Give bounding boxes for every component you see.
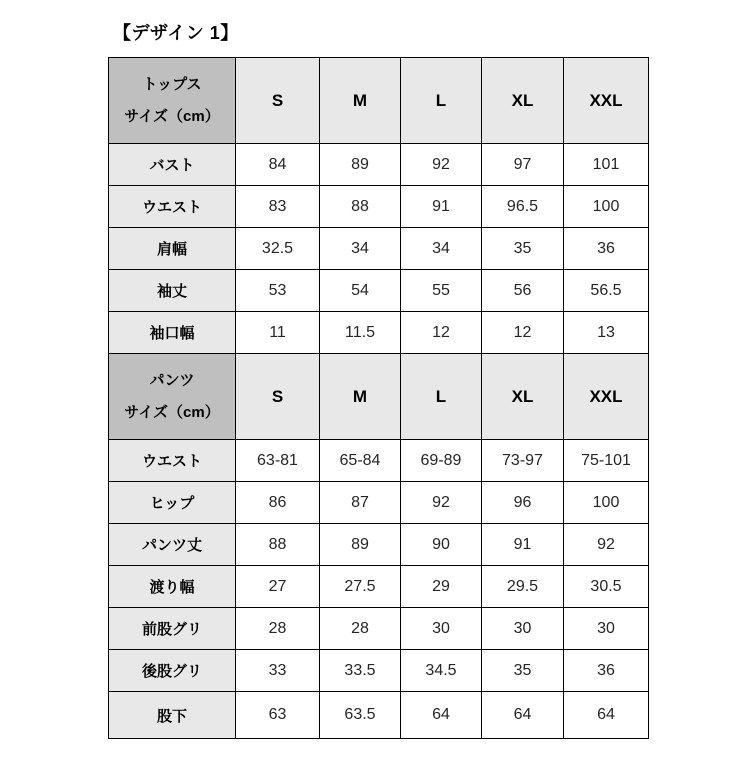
size-value-cell: 89 (320, 144, 401, 186)
row-label: バスト (109, 144, 236, 186)
size-value-cell: 36 (564, 650, 649, 692)
size-value-cell: 34.5 (401, 650, 482, 692)
size-value-cell: 55 (401, 270, 482, 312)
size-chart-table (108, 57, 649, 739)
row-label: ヒップ (109, 482, 236, 524)
size-value-cell: 12 (482, 312, 564, 354)
size-value-cell: 30 (482, 608, 564, 650)
size-value-cell: 63 (236, 692, 320, 739)
size-value-cell: 11.5 (320, 312, 401, 354)
size-header-cell: XL (482, 354, 564, 440)
size-value-cell: 28 (320, 608, 401, 650)
size-value-cell: 29 (401, 566, 482, 608)
size-header-cell: S (236, 58, 320, 144)
size-header-cell: M (320, 58, 401, 144)
size-header-cell: XXL (564, 58, 649, 144)
size-value-cell: 30 (401, 608, 482, 650)
size-value-cell: 30.5 (564, 566, 649, 608)
size-value-cell: 27 (236, 566, 320, 608)
size-value-cell: 64 (564, 692, 649, 739)
size-value-cell: 27.5 (320, 566, 401, 608)
size-value-cell: 34 (401, 228, 482, 270)
size-value-cell: 54 (320, 270, 401, 312)
size-value-cell: 69-89 (401, 440, 482, 482)
size-value-cell: 13 (564, 312, 649, 354)
size-value-cell: 64 (401, 692, 482, 739)
row-label: 前股グリ (109, 608, 236, 650)
size-value-cell: 33.5 (320, 650, 401, 692)
size-value-cell: 90 (401, 524, 482, 566)
size-value-cell: 100 (564, 186, 649, 228)
size-value-cell: 87 (320, 482, 401, 524)
size-value-cell: 36 (564, 228, 649, 270)
row-label: 後股グリ (109, 650, 236, 692)
size-value-cell: 96 (482, 482, 564, 524)
row-label: 袖口幅 (109, 312, 236, 354)
category-header-cell-tops (109, 58, 236, 144)
size-value-cell: 92 (401, 144, 482, 186)
table-row (109, 566, 649, 608)
size-value-cell: 89 (320, 524, 401, 566)
size-value-cell: 34 (320, 228, 401, 270)
size-value-cell: 35 (482, 650, 564, 692)
size-value-cell: 53 (236, 270, 320, 312)
section-header-row-pants (109, 354, 649, 440)
size-value-cell: 100 (564, 482, 649, 524)
size-value-cell: 86 (236, 482, 320, 524)
size-value-cell: 88 (236, 524, 320, 566)
size-value-cell: 91 (482, 524, 564, 566)
row-label: ウエスト (109, 186, 236, 228)
size-value-cell: 75-101 (564, 440, 649, 482)
size-value-cell: 88 (320, 186, 401, 228)
size-value-cell: 64 (482, 692, 564, 739)
category-header-cell-pants (109, 354, 236, 440)
size-value-cell: 12 (401, 312, 482, 354)
size-value-cell: 29.5 (482, 566, 564, 608)
size-value-cell: 33 (236, 650, 320, 692)
table-row (109, 692, 649, 739)
size-value-cell: 97 (482, 144, 564, 186)
size-value-cell: 35 (482, 228, 564, 270)
section-header-row-tops (109, 58, 649, 144)
category-header-text: トップス (142, 75, 202, 93)
size-value-cell: 28 (236, 608, 320, 650)
size-value-cell: 11 (236, 312, 320, 354)
table-row (109, 270, 649, 312)
size-value-cell: 83 (236, 186, 320, 228)
size-value-cell: 73-97 (482, 440, 564, 482)
size-value-cell: 63-81 (236, 440, 320, 482)
size-value-cell: 56 (482, 270, 564, 312)
size-header-cell: M (320, 354, 401, 440)
table-row (109, 228, 649, 270)
size-value-cell: 92 (401, 482, 482, 524)
size-value-cell: 65-84 (320, 440, 401, 482)
size-value-cell: 32.5 (236, 228, 320, 270)
size-value-cell: 63.5 (320, 692, 401, 739)
size-value-cell: 56.5 (564, 270, 649, 312)
size-header-cell: L (401, 58, 482, 144)
size-value-cell: 30 (564, 608, 649, 650)
table-row (109, 608, 649, 650)
size-value-cell: 91 (401, 186, 482, 228)
size-header-cell: XXL (564, 354, 649, 440)
size-value-cell: 92 (564, 524, 649, 566)
row-label: パンツ丈 (109, 524, 236, 566)
category-header-text: パンツ (149, 371, 195, 389)
row-label: 渡り幅 (109, 566, 236, 608)
table-row (109, 144, 649, 186)
row-label: 肩幅 (109, 228, 236, 270)
size-value-cell: 101 (564, 144, 649, 186)
row-label: 袖丈 (109, 270, 236, 312)
category-header-text: サイズ（cm） (124, 404, 220, 421)
table-row (109, 186, 649, 228)
table-row (109, 482, 649, 524)
page-title: 【デザイン 1】 (113, 23, 239, 43)
size-header-cell: XL (482, 58, 564, 144)
category-header-text: サイズ（cm） (124, 108, 220, 125)
table-row (109, 650, 649, 692)
table-row (109, 312, 649, 354)
row-label: ウエスト (109, 440, 236, 482)
size-value-cell: 96.5 (482, 186, 564, 228)
table-row (109, 524, 649, 566)
row-label: 股下 (109, 692, 236, 739)
table-row (109, 440, 649, 482)
size-header-cell: S (236, 354, 320, 440)
size-header-cell: L (401, 354, 482, 440)
size-value-cell: 84 (236, 144, 320, 186)
